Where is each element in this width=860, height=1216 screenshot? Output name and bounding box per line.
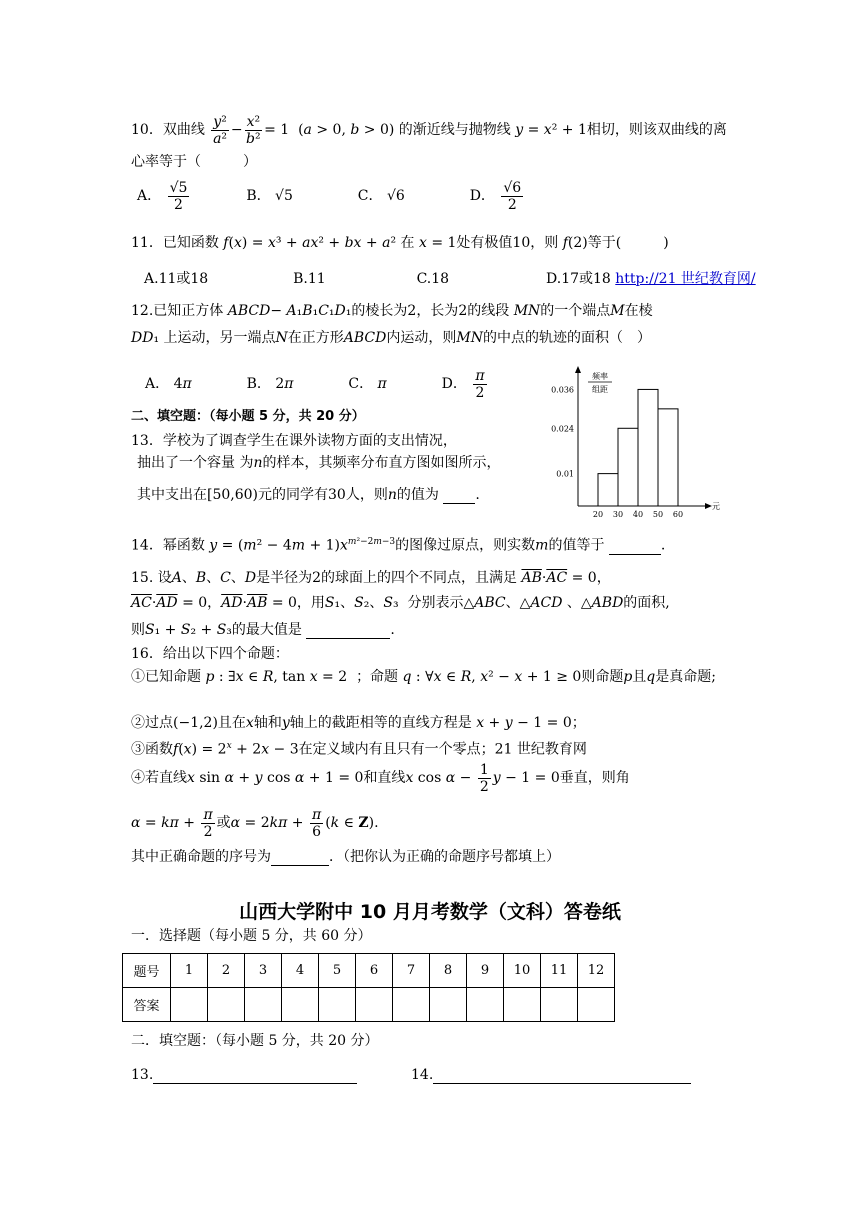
table-row-numbers: 题号 1 2 3 4 5 6 7 8 9 10 11 12 [123,954,615,988]
answer-cell[interactable] [578,988,615,1022]
answer-blank-14: 14. [411,1066,691,1084]
q14-line: 14．幂函数 $y = (m^2 - 4m + 1)x^{m^2-2m-3}$的图像过原点，则实数m的值等于 . [131,537,666,554]
q16-prop4: ④若直线x sin α + y cos α + 1 = 0和直线x cos α − $\frac{1}{2}$ y − 1 = 0垂直，则角 [131,761,630,795]
frac-y2-a2: $\frac{\text{y²}}{\text{a²}}$ [213,113,228,147]
option-d-value: $\frac{√6}{2}$ [503,179,522,213]
answer-cell[interactable] [356,988,393,1022]
option-d-pi-half: $\frac{\pi}{2}$ [475,367,485,401]
q15-line3: 则S₁ + S₂ + S₃的最大值是 . [131,622,395,638]
q16-head: 16．给出以下四个命题： [131,646,289,662]
y-tick-label: 0.01 [556,469,574,479]
q10-line1: 10．双曲线 $\frac{\text{y²}}{\text{a²}}$ − $\frac{\text{x²}}{\text{b²}}$ = 1 (a > 0, b > 0) 的渐近线与抛物线 y = x² + 1相切，则该双曲线的离 [131,113,727,147]
answer-cell[interactable] [319,988,356,1022]
x-tick-label: 50 [652,510,664,519]
table-head-answer: 答案 [123,988,171,1022]
q16-prop4-answer: α = kπ + $\frac{\pi}{2}$ 或α = 2kπ + $\frac{\pi}{6}$ (k ∈ Z). [131,806,379,840]
frequency-histogram [548,364,718,520]
answer-cell[interactable] [430,988,467,1022]
q11-options: A.11或18 B.11 C.18 D.17或18 http://21 世纪教育网/ [144,271,756,287]
histogram-bar [658,409,678,506]
answer-cell[interactable] [541,988,578,1022]
q10-options: A． $\frac{√5}{2}$ B． √5 C． √6 D． $\frac{√6}{2}$ [137,179,522,213]
section-fill-in-heading: 二、填空题：（每小题 5 分，共 20 分） [131,409,365,424]
y-tick-label: 0.036 [551,385,574,395]
x-tick-label: 30 [612,510,624,519]
answer-table [122,953,615,1022]
answer-sheet-title: 山西大学附中 10 月月考数学（文科）答卷纸 [239,901,621,923]
histogram-bar [618,428,638,506]
q10-line2: 心率等于（ ） [131,154,257,170]
q13-line2: 抽出了一个容量 为n的样本，其频率分布直方图如图所示， [137,455,501,471]
q15-line2: $\overline{AC}\cdot\overline{AD} = 0$，$\overline{AD}\cdot\overline{AB} = 0$，用S₁、S₂、S₃ 分别表示△ABC、△ACD 、△ABD的面积, [131,595,670,611]
x-tick-label: 20 [592,510,604,519]
q13-line3: 其中支出在[50,60)元的同学有30人，则n的值为 . [137,487,480,503]
x-tick-label: 60 [672,510,684,519]
answer-cell[interactable] [393,988,430,1022]
answer-section2: 二．填空题：（每小题 5 分，共 20 分） [131,1033,379,1049]
answer-cell[interactable] [208,988,245,1022]
answer-section1: 一．选择题（每小题 5 分，共 60 分） [131,928,372,944]
answer-cell[interactable] [282,988,319,1022]
histogram-bar [598,474,618,506]
answer-blank-13: 13. [131,1066,357,1084]
q13-line1: 13．学校为了调查学生在课外读物方面的支出情况， [131,433,457,449]
answer-cell[interactable] [467,988,504,1022]
table-row-answers [123,988,615,1022]
answer-cell[interactable] [245,988,282,1022]
y-tick-label: 0.024 [551,424,574,434]
q16-prop3: ③函数$f(x) = 2^x + 2x - 3$在定义域内有且只有一个零点；21 世纪教育网 [131,741,587,758]
q16-prop2: ②过点(−1,2)且在x轴和y轴上的截距相等的直线方程是 x + y − 1 = 0； [131,715,586,731]
q12-line1: 12.已知正方体 ABCD− A₁B₁C₁D₁的棱长为2，长为2的线段 MN的一个端点M在棱 [131,303,653,319]
q12-line2: DD₁ 上运动，另一端点N在正方形ABCD内运动，则MN的中点的轨迹的面积（ ） [131,330,651,346]
x-tick-label: 40 [632,510,644,519]
x-axis-label: 元 [712,502,720,511]
option-a-value: $\frac{√5}{2}$ [169,179,188,213]
y-label-bottom: 组距 [592,385,608,394]
answer-cell[interactable] [171,988,208,1022]
histogram-bar [638,389,658,506]
answer-cell[interactable] [504,988,541,1022]
q15-line1: 15. 设A、B、C、D是半径为2的球面上的四个不同点，且满足 $\overline{AB}\cdot\overline{AC} = 0$， [131,570,611,586]
table-head-number: 题号 [123,954,171,988]
y-label-top: 频率 [592,372,608,381]
source-link[interactable]: http://21 世纪教育网/ [615,271,756,287]
q16-prop1: ①已知命题 p : ∃x ∈ R, tan x = 2 ；命题 q : ∀x ∈ R, x² − x + 1 ≥ 0则命题p且q是真命题; [131,669,716,685]
y-axis-arrow [575,366,581,373]
q11-line1: 11．已知函数 f(x) = x³ + ax² + bx + a² 在 x = 1处有极值10，则 f(2)等于( ) [131,235,669,251]
x-axis-arrow [705,503,712,509]
q16-tail: 其中正确命题的序号为 ．（把你认为正确的命题序号都填上） [131,849,560,865]
q12-options: A． 4π B． 2π C． π D． $\frac{\pi}{2}$ [145,367,485,401]
